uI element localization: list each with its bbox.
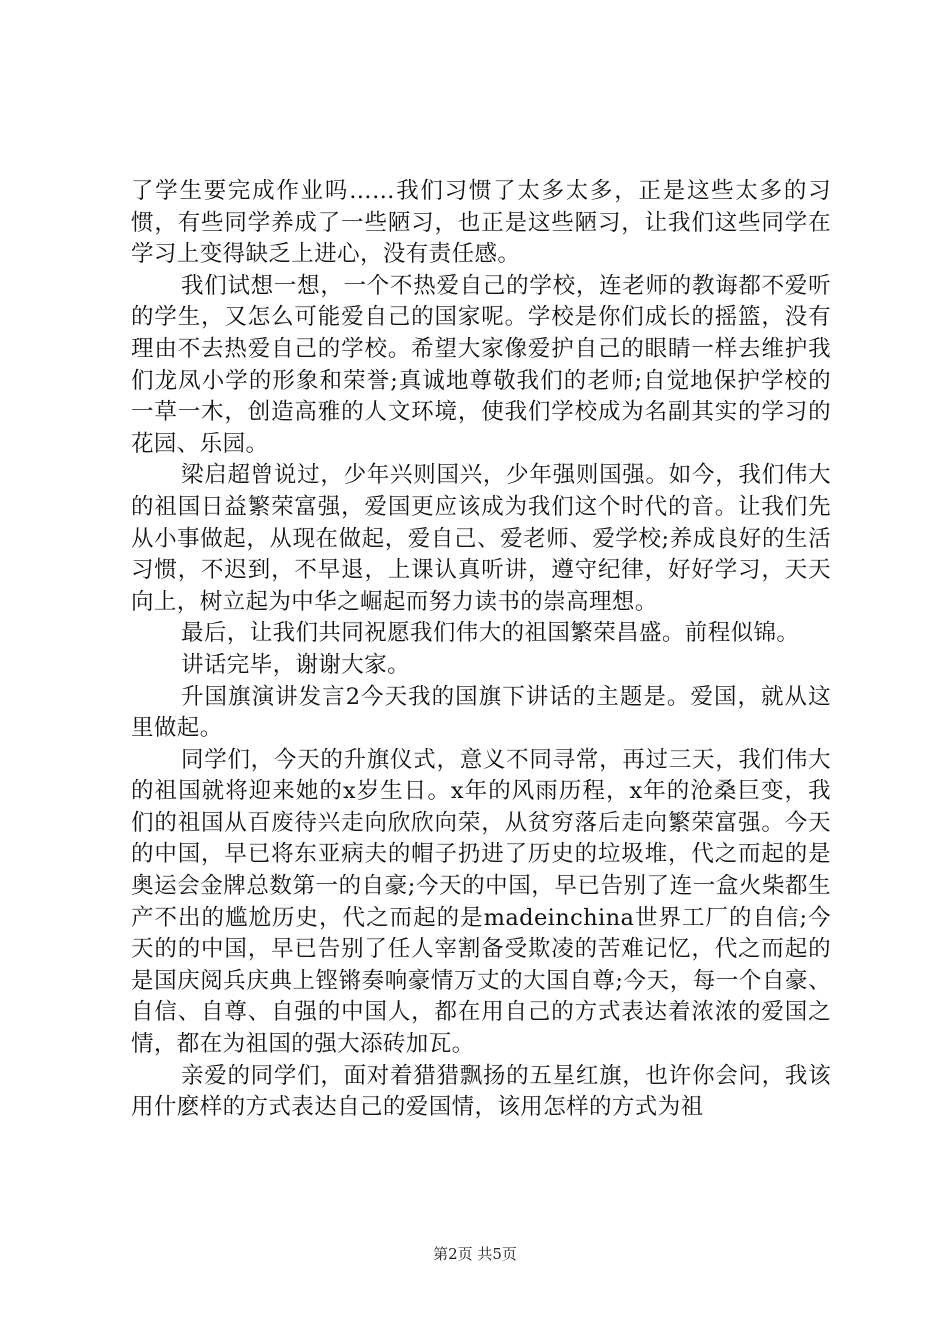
paragraph-1: 了学生要完成作业吗……我们习惯了太多太多，正是这些太多的习惯，有些同学养成了一些陋习，也正是这些陋习，让我们这些同学在学习上变得缺乏上进心，没有责任感。 [131,178,831,268]
paragraph-3: 梁启超曾说过，少年兴则国兴，少年强则国强。如今，我们伟大的祖国日益繁荣富强，爱国更应该成为我们这个时代的音。让我们先从小事做起，从现在做起，爱自己、爱老师、爱学校;养成良好的生活习惯，不迟到，不早退，上课认真听讲，遵守纪律，好好学习，天天向上，树立起为中华之崛起而努力读书的崇高理想。 [131,462,831,615]
paragraph-4: 最后，让我们共同祝愿我们伟大的祖国繁荣昌盛。前程似锦。 [181,620,800,647]
paragraph-6: 升国旗演讲发言2今天我的国旗下讲话的主题是。爱国，就从这里做起。 [131,683,831,742]
paragraph-2: 我们试想一想，一个不热爱自己的学校，连老师的教诲都不爱听的学生，又怎么可能爱自己的国家呢。学校是你们成长的摇篮，没有理由不去热爱自己的学校。希望大家像爱护自己的眼睛一样去维护我们龙凤小学的形象和荣誉;真诚地尊敬我们的老师;自觉地保护学校的一草一木，创造高雅的人文环境，使我们学校成为名副其实的学习的花园、乐园。 [131,272,831,457]
paragraph-5: 讲话完毕，谢谢大家。 [181,651,411,678]
document-body [131,176,831,1124]
paragraph-8: 亲爱的同学们，面对着猎猎飘扬的五星红旗，也许你会问，我该用什麽样的方式表达自己的爱国情，该用怎样的方式为祖 [131,1062,831,1121]
page-number-footer: 第2页 共5页 [433,1245,517,1263]
paragraph-7: 同学们，今天的升旗仪式，意义不同寻常，再过三天，我们伟大的祖国就将迎来她的x岁生日。x年的风雨历程，x年的沧桑巨变，我们的祖国从百废待兴走向欣欣向荣，从贫穷落后走向繁荣富强。今天的中国，早已将东亚病夫的帽子扔进了历史的垃圾堆，代之而起的是奥运会金牌总数第一的自豪;今天的中国，早已告别了连一盒火柴都生产不出的尴尬历史，代之而起的是madeinchina世界工厂的自信;今天的的中国，早已告别了任人宰割备受欺凌的苦难记忆，代之而起的是国庆阅兵庆典上铿锵奏响豪情万丈的大国自尊;今天，每一个自豪、自信、自尊、自强的中国人，都在用自己的方式表达着浓浓的爱国之情，都在为祖国的强大添砖加瓦。 [131,746,831,1058]
